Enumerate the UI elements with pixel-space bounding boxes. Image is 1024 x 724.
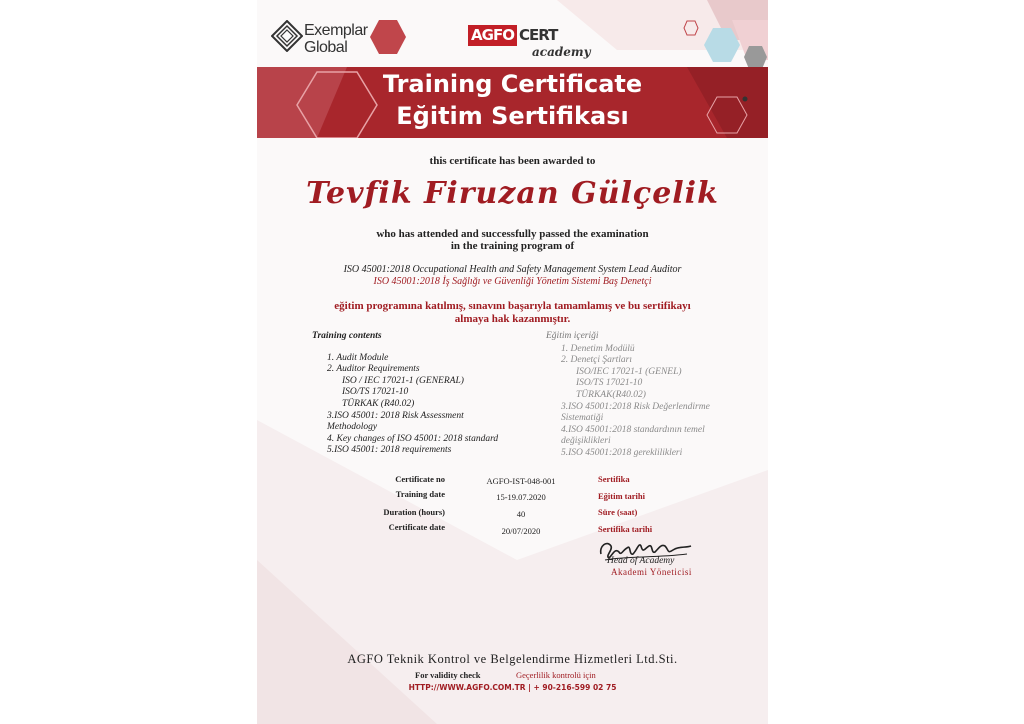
validity-check-tr: Geçerlilik kontrolü için <box>516 670 596 680</box>
contents-item: TÜRKAK(R40.02) <box>576 389 646 400</box>
contents-item: 1. Audit Module <box>327 352 389 363</box>
statement-tr-line-2: almaya hak kazanmıştır. <box>454 313 571 325</box>
contents-item: ISO/IEC 17021-1 (GENEL) <box>576 366 682 377</box>
agfo-cert-logo <box>468 25 566 46</box>
company-name: AGFO Teknik Kontrol ve Belgelendirme Hizmetleri Ltd.Sti. <box>347 652 678 666</box>
certificate-title-tr: Eğitim Sertifikası <box>396 102 629 130</box>
cert-no-label-tr: Sertifika <box>598 474 630 484</box>
awarded-to-text: this certificate has been awarded to <box>429 155 596 167</box>
contents-en-list <box>312 353 512 457</box>
website-phone-link[interactable]: HTTP://WWW.AGFO.COM.TR | + 90-216-599 02 75 <box>408 683 617 692</box>
attended-line-2: in the training program of <box>450 240 575 252</box>
exemplar-text: Exemplar <box>304 22 368 39</box>
cert-date-label-tr: Sertifika tarihi <box>598 524 653 534</box>
contents-item: 3.ISO 45001:2018 Risk Değerlendirme <box>561 401 710 412</box>
cert-no-value: AGFO-IST-048-001 <box>486 476 556 486</box>
contents-item: değişiklikleri <box>561 436 611 447</box>
training-contents-tr <box>546 331 746 460</box>
academy-text: academy <box>532 45 591 59</box>
contents-item: Sistematiği <box>561 413 604 424</box>
duration-label: Duration (hours) <box>383 507 445 517</box>
certificate-page <box>257 0 768 724</box>
training-contents-en <box>312 331 512 457</box>
certificate-title-en: Training Certificate <box>382 70 643 98</box>
hexagon-outline-icon <box>683 20 699 36</box>
duration-label-tr: Süre (saat) <box>598 507 638 517</box>
attended-statement <box>257 228 768 252</box>
cert-date-label: Certificate date <box>388 522 445 532</box>
contents-item: ISO/TS 17021-10 <box>342 387 409 398</box>
statement-tr <box>257 300 768 326</box>
contents-item: 4.ISO 45001:2018 standardının temel <box>561 424 705 435</box>
contents-item: Methodology <box>327 422 378 433</box>
contents-item: 3.ISO 45001: 2018 Risk Assessment <box>327 410 464 421</box>
head-of-academy-title: Head of Academy <box>607 556 675 566</box>
contents-item: 2. Auditor Requirements <box>327 364 420 375</box>
cert-no-label: Certificate no <box>395 474 445 484</box>
hexagon-blue-icon <box>703 26 741 64</box>
contents-item: ISO / IEC 17021-1 (GENERAL) <box>342 375 464 386</box>
contents-item: 4. Key changes of ISO 45001: 2018 standard <box>327 433 499 444</box>
training-date-label: Training date <box>395 489 445 499</box>
agfo-text: AGFO <box>468 25 517 46</box>
program-name-en: ISO 45001:2018 Occupational Health and Safety Management System Lead Auditor <box>343 264 682 275</box>
recipient-name: Tevfik Firuzan Gülçelik <box>306 176 719 211</box>
contents-tr-list <box>546 344 746 460</box>
exemplar-global-wordmark <box>304 22 368 56</box>
attended-line-1: who has attended and successfully passed the examination <box>376 228 649 240</box>
contents-item: 5.ISO 45001: 2018 requirements <box>327 445 452 456</box>
akademi-yoneticisi-title: Akademi Yöneticisi <box>611 567 692 577</box>
egitim-icerigi-heading: Eğitim içeriği <box>546 331 599 341</box>
training-date-value: 15-19.07.2020 <box>496 492 546 502</box>
contents-item: 2. Denetçi Şartları <box>561 355 632 366</box>
training-date-label-tr: Eğitim tarihi <box>598 491 645 501</box>
exemplar-global-logo-icon <box>271 20 303 52</box>
cert-text: CERT <box>519 26 558 44</box>
contents-item: TÜRKAK (R40.02) <box>342 398 415 409</box>
statement-tr-line-1: eğitim programına katılmış, sınavını başarıyla tamamlamış ve bu sertifikayı <box>334 300 691 312</box>
program-name-tr: ISO 45001:2018 İş Sağlığı ve Güvenliği Yönetim Sistemi Baş Denetçi <box>373 276 652 287</box>
cert-date-value: 20/07/2020 <box>501 526 541 536</box>
contents-item: ISO/TS 17021-10 <box>576 378 643 389</box>
validity-check-en: For validity check <box>415 670 481 680</box>
contents-item: 1. Denetim Modülü <box>561 343 635 354</box>
training-contents-heading: Training contents <box>312 331 382 341</box>
hexagon-decoration-icon <box>369 18 407 56</box>
global-text: Global <box>304 39 348 56</box>
duration-value: 40 <box>516 509 526 519</box>
contents-item: 5.ISO 45001:2018 gereklilikleri <box>561 447 683 458</box>
